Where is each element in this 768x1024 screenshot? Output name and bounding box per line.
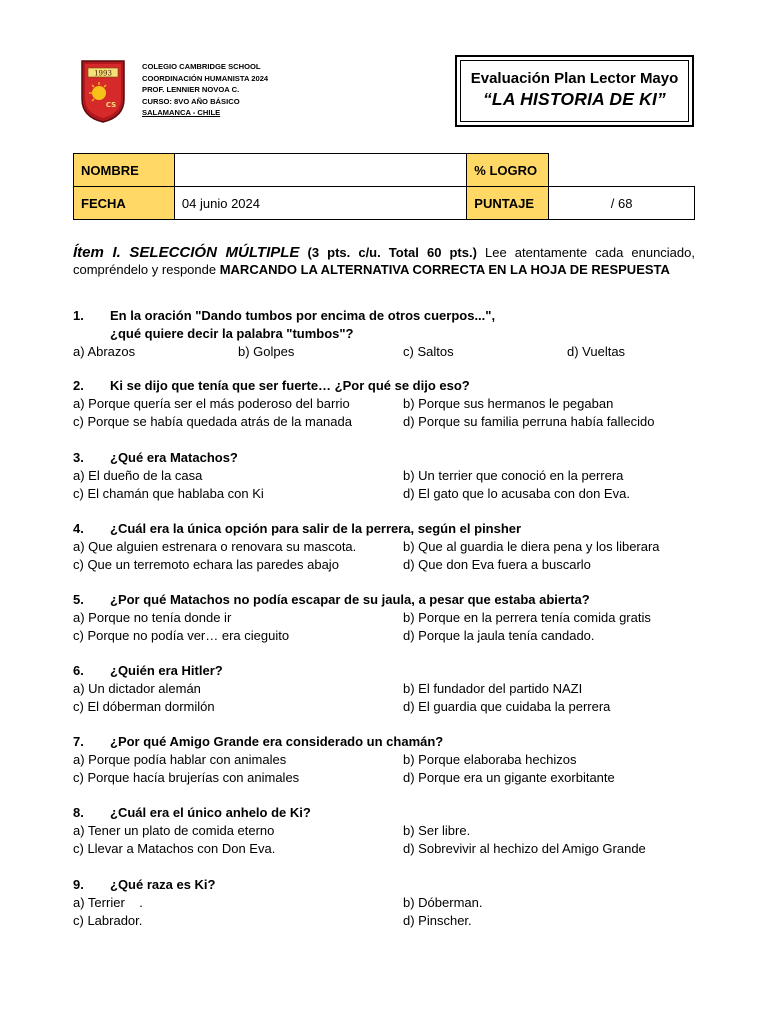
svg-text:1993: 1993	[94, 69, 112, 78]
option-c[interactable]: c) El chamán que hablaba con Ki	[73, 486, 264, 501]
question-number: 8.	[73, 805, 84, 820]
page-title: Evaluación Plan Lector Mayo	[470, 70, 679, 87]
option-b[interactable]: b) Porque sus hermanos le pegaban	[403, 396, 614, 411]
option-b[interactable]: b) Un terrier que conoció en la perrera	[403, 468, 624, 483]
question-9	[73, 876, 713, 930]
student-info-table	[73, 153, 695, 220]
title-box	[455, 55, 694, 127]
option-a[interactable]: a) Terrier .	[73, 895, 143, 910]
fecha-value: 04 junio 2024	[174, 187, 466, 220]
option-c[interactable]: c) Porque hacía brujerías con animales	[73, 770, 300, 785]
option-d[interactable]: d) El gato que lo acusaba con don Eva.	[403, 486, 630, 501]
option-b[interactable]: b) Que al guardia le diera pena y los liberara	[403, 539, 660, 554]
option-a[interactable]: a) Porque podía hablar con animales	[73, 752, 287, 767]
option-b[interactable]: b) Ser libre.	[403, 823, 471, 838]
question-2	[73, 377, 713, 431]
question-7	[73, 733, 713, 787]
nombre-label: NOMBRE	[74, 154, 175, 187]
fecha-label: FECHA	[74, 187, 175, 220]
option-d[interactable]: d) Porque la jaula tenía candado.	[403, 628, 595, 643]
option-d[interactable]: d) Que don Eva fuera a buscarlo	[403, 557, 591, 572]
question-text-2: ¿qué quiere decir la palabra "tumbos"?	[110, 326, 354, 341]
question-4	[73, 520, 713, 574]
question-number: 2.	[73, 378, 84, 393]
school-info	[142, 61, 268, 119]
instruction-a: Lee atentamente cada enunciado,	[485, 245, 695, 260]
question-text: ¿Qué raza es Ki?	[110, 877, 216, 892]
option-a[interactable]: a) El dueño de la casa	[73, 468, 203, 483]
option-b[interactable]: b) Porque en la perrera tenía comida gratis	[403, 610, 651, 625]
question-number: 3.	[73, 450, 84, 465]
question-number: 5.	[73, 592, 84, 607]
section-instructions	[73, 242, 695, 277]
question-number: 6.	[73, 663, 84, 678]
question-5	[73, 591, 713, 645]
instruction-bold: MARCANDO LA ALTERNATIVA CORRECTA EN LA HOJA DE RESPUESTA	[219, 262, 670, 277]
question-text: ¿Cuál era el único anhelo de Ki?	[110, 805, 311, 820]
option-d[interactable]: d) El guardia que cuidaba la perrera	[403, 699, 611, 714]
option-d[interactable]: d) Porque su familia perruna había fallecido	[403, 414, 655, 429]
option-c[interactable]: c) Porque no podía ver… era cieguito	[73, 628, 290, 643]
option-d[interactable]: d) Pinscher.	[403, 913, 472, 928]
option-a[interactable]: a) Porque quería ser el más poderoso del barrio	[73, 396, 350, 411]
option-b[interactable]: b) Porque elaboraba hechizos	[403, 752, 577, 767]
option-a[interactable]: a) Abrazos	[73, 344, 136, 359]
teacher: PROF. LENNIER NOVOA C.	[142, 85, 240, 95]
question-text: ¿Quién era Hitler?	[110, 663, 223, 678]
option-c[interactable]: c) Labrador.	[73, 913, 143, 928]
question-number: 1.	[73, 308, 84, 323]
question-text: ¿Por qué Matachos no podía escapar de su jaula, a pesar que estaba abierta?	[110, 592, 590, 607]
location: SALAMANCA - CHILE	[142, 108, 221, 118]
logro-label: % LOGRO	[467, 154, 549, 187]
svg-text:CS: CS	[105, 101, 117, 109]
question-text: ¿Qué era Matachos?	[110, 450, 238, 465]
option-a[interactable]: a) Un dictador alemán	[73, 681, 201, 696]
option-a[interactable]: a) Tener un plato de comida eterno	[73, 823, 275, 838]
option-d[interactable]: d) Porque era un gigante exorbitante	[403, 770, 615, 785]
question-3	[73, 449, 713, 503]
instruction-b: compréndelo y responde	[73, 262, 217, 277]
option-d[interactable]: d) Vueltas	[567, 344, 626, 359]
option-b[interactable]: b) Golpes	[238, 344, 295, 359]
question-6	[73, 662, 713, 716]
option-b[interactable]: b) Dóberman.	[403, 895, 483, 910]
coordination: COORDINACIÓN HUMANISTA 2024	[142, 73, 269, 83]
question-text: ¿Cuál era la única opción para salir de la perrera, según el pinsher	[110, 521, 522, 536]
nombre-field[interactable]	[174, 154, 466, 187]
question-number: 9.	[73, 877, 84, 892]
question-number: 4.	[73, 521, 84, 536]
question-number: 7.	[73, 734, 84, 749]
question-text: Ki se dijo que tenía que ser fuerte… ¿Por qué se dijo eso?	[110, 378, 470, 393]
logro-field[interactable]	[549, 154, 695, 187]
option-d[interactable]: d) Sobrevivir al hechizo del Amigo Grande	[403, 841, 646, 856]
option-c[interactable]: c) Saltos	[403, 344, 454, 359]
option-c[interactable]: c) Que un terremoto echara las paredes abajo	[73, 557, 339, 572]
option-c[interactable]: c) El dóberman dormilón	[73, 699, 215, 714]
question-text: En la oración "Dando tumbos por encima de otros cuerpos...",	[110, 308, 496, 323]
question-text: ¿Por qué Amigo Grande era considerado un chamán?	[110, 734, 444, 749]
school-crest-logo	[80, 59, 126, 123]
book-title: “LA HISTORIA DE KI”	[482, 89, 667, 109]
option-b[interactable]: b) El fundador del partido NAZI	[403, 681, 583, 696]
option-a[interactable]: a) Que alguien estrenara o renovara su mascota.	[73, 539, 357, 554]
question-8	[73, 804, 713, 858]
section-points: (3 pts. c/u. Total 60 pts.)	[307, 245, 477, 260]
option-a[interactable]: a) Porque no tenía donde ir	[73, 610, 232, 625]
course: CURSO: 8VO AÑO BÁSICO	[142, 96, 240, 106]
puntaje-value[interactable]: / 68	[549, 187, 695, 220]
section-heading: Ítem I. SELECCIÓN MÚLTIPLE	[73, 244, 300, 261]
question-1	[73, 307, 713, 361]
puntaje-label: PUNTAJE	[467, 187, 549, 220]
option-c[interactable]: c) Porque se había quedada atrás de la manada	[73, 414, 352, 429]
option-c[interactable]: c) Llevar a Matachos con Don Eva.	[73, 841, 276, 856]
school-name: COLEGIO CAMBRIDGE SCHOOL	[142, 62, 261, 71]
